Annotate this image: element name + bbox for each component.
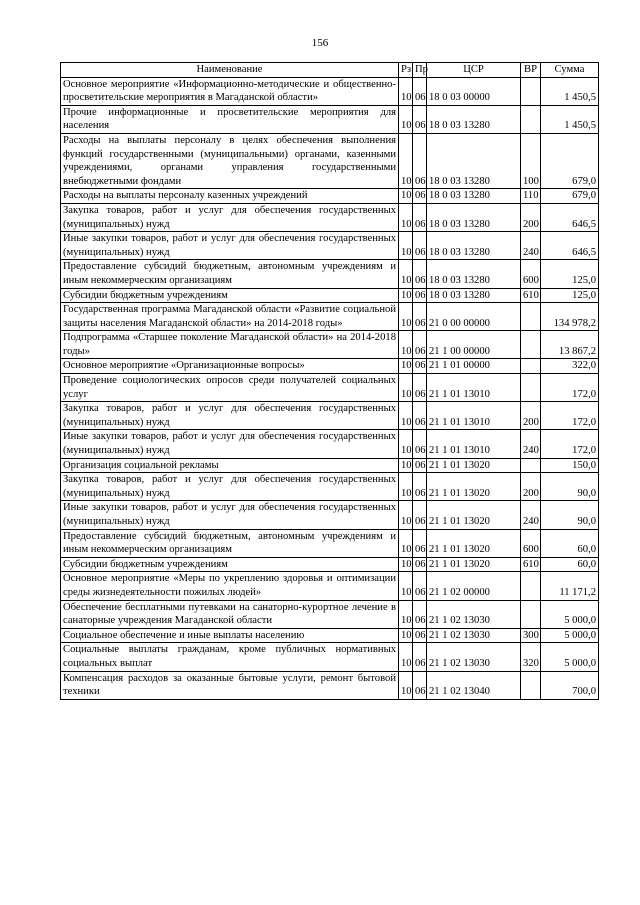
header-vr: ВР	[521, 63, 541, 78]
row-vr: 200	[521, 402, 541, 430]
row-pr: 06	[413, 557, 427, 572]
row-pr: 06	[413, 643, 427, 671]
table-body	[61, 77, 599, 699]
row-sum: 646,5	[541, 203, 599, 231]
row-sum: 125,0	[541, 260, 599, 288]
row-pr: 06	[413, 203, 427, 231]
row-rz: 10	[399, 473, 413, 501]
row-sum: 11 171,2	[541, 572, 599, 600]
row-rz: 10	[399, 203, 413, 231]
row-pr: 06	[413, 232, 427, 260]
row-pr: 06	[413, 628, 427, 643]
row-name: Социальное обеспечение и иные выплаты населению	[61, 628, 399, 643]
row-csr: 21 1 02 00000	[427, 572, 521, 600]
budget-table	[60, 62, 599, 700]
row-csr: 18 0 03 13280	[427, 203, 521, 231]
row-pr: 06	[413, 331, 427, 359]
row-csr: 21 1 00 00000	[427, 331, 521, 359]
row-csr: 21 1 01 13020	[427, 473, 521, 501]
table-row	[61, 303, 599, 331]
row-sum: 172,0	[541, 374, 599, 402]
row-vr	[521, 331, 541, 359]
row-pr: 06	[413, 303, 427, 331]
row-vr	[521, 458, 541, 473]
row-csr: 21 1 02 13030	[427, 600, 521, 628]
row-name: Иные закупки товаров, работ и услуг для обеспечения государственных (муниципальных) нужд	[61, 430, 399, 458]
row-csr: 21 1 01 13020	[427, 501, 521, 529]
row-rz: 10	[399, 133, 413, 188]
row-rz: 10	[399, 671, 413, 699]
row-csr: 21 1 02 13030	[427, 628, 521, 643]
row-vr: 240	[521, 430, 541, 458]
table-row	[61, 374, 599, 402]
table-row	[61, 288, 599, 303]
row-vr: 600	[521, 260, 541, 288]
page-number: 156	[311, 37, 329, 49]
row-name: Организация социальной рекламы	[61, 458, 399, 473]
row-sum: 1 450,5	[541, 105, 599, 133]
row-sum: 700,0	[541, 671, 599, 699]
row-name: Иные закупки товаров, работ и услуг для обеспечения государственных (муниципальных) нужд	[61, 232, 399, 260]
header-csr: ЦСР	[427, 63, 521, 78]
row-name: Субсидии бюджетным учреждениям	[61, 288, 399, 303]
row-name: Закупка товаров, работ и услуг для обеспечения государственных (муниципальных) нужд	[61, 473, 399, 501]
row-pr: 06	[413, 600, 427, 628]
row-vr: 100	[521, 133, 541, 188]
row-pr: 06	[413, 430, 427, 458]
row-rz: 10	[399, 643, 413, 671]
row-vr: 320	[521, 643, 541, 671]
row-vr: 300	[521, 628, 541, 643]
row-rz: 10	[399, 232, 413, 260]
row-pr: 06	[413, 77, 427, 105]
row-vr	[521, 77, 541, 105]
row-pr: 06	[413, 671, 427, 699]
table-row	[61, 572, 599, 600]
row-name: Подпрограмма «Старшее поколение Магаданской области» на 2014-2018 годы»	[61, 331, 399, 359]
row-pr: 06	[413, 133, 427, 188]
row-vr: 610	[521, 557, 541, 572]
table-row	[61, 671, 599, 699]
row-sum: 322,0	[541, 359, 599, 374]
row-name: Прочие информационные и просветительские мероприятия для населения	[61, 105, 399, 133]
row-sum: 60,0	[541, 529, 599, 557]
row-rz: 10	[399, 359, 413, 374]
table-row	[61, 557, 599, 572]
table-row	[61, 260, 599, 288]
table-row	[61, 331, 599, 359]
row-rz: 10	[399, 529, 413, 557]
row-sum: 5 000,0	[541, 600, 599, 628]
row-vr	[521, 105, 541, 133]
row-pr: 06	[413, 359, 427, 374]
header-pr: Пр	[413, 63, 427, 78]
row-name: Закупка товаров, работ и услуг для обеспечения государственных (муниципальных) нужд	[61, 402, 399, 430]
table-row	[61, 643, 599, 671]
row-sum: 172,0	[541, 430, 599, 458]
row-sum: 13 867,2	[541, 331, 599, 359]
row-csr: 21 1 01 13020	[427, 557, 521, 572]
row-vr	[521, 600, 541, 628]
row-rz: 10	[399, 105, 413, 133]
row-pr: 06	[413, 473, 427, 501]
row-csr: 18 0 03 13280	[427, 288, 521, 303]
row-vr: 240	[521, 232, 541, 260]
row-rz: 10	[399, 189, 413, 204]
row-csr: 21 1 01 13010	[427, 430, 521, 458]
table-row	[61, 501, 599, 529]
row-vr	[521, 359, 541, 374]
header-sum: Сумма	[541, 63, 599, 78]
row-csr: 21 1 01 00000	[427, 359, 521, 374]
header-rz: Рз	[399, 63, 413, 78]
row-pr: 06	[413, 529, 427, 557]
row-csr: 18 0 03 13280	[427, 105, 521, 133]
table-row	[61, 105, 599, 133]
row-csr: 18 0 03 13280	[427, 133, 521, 188]
table-row	[61, 232, 599, 260]
row-csr: 21 1 01 13010	[427, 374, 521, 402]
row-name: Компенсация расходов за оказанные бытовые услуги, ремонт бытовой техники	[61, 671, 399, 699]
row-rz: 10	[399, 374, 413, 402]
row-pr: 06	[413, 572, 427, 600]
row-csr: 21 1 01 13020	[427, 529, 521, 557]
row-csr: 21 1 01 13020	[427, 458, 521, 473]
table-row	[61, 458, 599, 473]
table-row	[61, 203, 599, 231]
table-row	[61, 529, 599, 557]
row-name: Субсидии бюджетным учреждениям	[61, 557, 399, 572]
row-sum: 5 000,0	[541, 628, 599, 643]
table-row	[61, 430, 599, 458]
row-name: Основное мероприятие «Организационные вопросы»	[61, 359, 399, 374]
row-rz: 10	[399, 501, 413, 529]
row-name: Обеспечение бесплатными путевками на санаторно-курортное лечение в санаторные учреждения Магаданской области	[61, 600, 399, 628]
row-vr: 600	[521, 529, 541, 557]
row-sum: 172,0	[541, 402, 599, 430]
row-rz: 10	[399, 402, 413, 430]
row-vr: 200	[521, 473, 541, 501]
row-vr	[521, 303, 541, 331]
row-sum: 5 000,0	[541, 643, 599, 671]
table-row	[61, 628, 599, 643]
table-row	[61, 359, 599, 374]
row-vr	[521, 374, 541, 402]
row-rz: 10	[399, 260, 413, 288]
row-vr: 240	[521, 501, 541, 529]
row-csr: 18 0 03 00000	[427, 77, 521, 105]
row-sum: 60,0	[541, 557, 599, 572]
row-csr: 21 0 00 00000	[427, 303, 521, 331]
table-row	[61, 402, 599, 430]
row-csr: 21 1 02 13030	[427, 643, 521, 671]
row-name: Иные закупки товаров, работ и услуг для обеспечения государственных (муниципальных) нужд	[61, 501, 399, 529]
row-rz: 10	[399, 458, 413, 473]
row-pr: 06	[413, 189, 427, 204]
table-row	[61, 189, 599, 204]
row-rz: 10	[399, 288, 413, 303]
row-pr: 06	[413, 458, 427, 473]
row-vr	[521, 671, 541, 699]
row-rz: 10	[399, 430, 413, 458]
row-sum: 679,0	[541, 189, 599, 204]
row-pr: 06	[413, 374, 427, 402]
row-pr: 06	[413, 501, 427, 529]
row-rz: 10	[399, 77, 413, 105]
row-name: Основное мероприятие «Меры по укреплению здоровья и оптимизации среды жизнедеятельности пожилых людей»	[61, 572, 399, 600]
row-pr: 06	[413, 402, 427, 430]
row-sum: 90,0	[541, 501, 599, 529]
row-rz: 10	[399, 572, 413, 600]
row-csr: 21 1 01 13010	[427, 402, 521, 430]
row-pr: 06	[413, 260, 427, 288]
row-name: Социальные выплаты гражданам, кроме публичных нормативных социальных выплат	[61, 643, 399, 671]
row-rz: 10	[399, 303, 413, 331]
row-sum: 646,5	[541, 232, 599, 260]
row-name: Предоставление субсидий бюджетным, автономным учреждениям и иным некоммерческим организациям	[61, 529, 399, 557]
row-rz: 10	[399, 600, 413, 628]
row-pr: 06	[413, 288, 427, 303]
table-row	[61, 473, 599, 501]
header-name: Наименование	[61, 63, 399, 78]
row-name: Расходы на выплаты персоналу казенных учреждений	[61, 189, 399, 204]
row-name: Расходы на выплаты персоналу в целях обеспечения выполнения функций государственными (муниципальными) органами, казенными учреждениями, органами управления государственными внебюджетными фондами	[61, 133, 399, 188]
row-sum: 134 978,2	[541, 303, 599, 331]
table-row	[61, 77, 599, 105]
row-vr: 610	[521, 288, 541, 303]
table-row	[61, 600, 599, 628]
row-csr: 18 0 03 13280	[427, 189, 521, 204]
row-vr: 200	[521, 203, 541, 231]
row-csr: 21 1 02 13040	[427, 671, 521, 699]
row-sum: 679,0	[541, 133, 599, 188]
row-rz: 10	[399, 628, 413, 643]
row-rz: 10	[399, 331, 413, 359]
row-rz: 10	[399, 557, 413, 572]
row-name: Предоставление субсидий бюджетным, автономным учреждениям и иным некоммерческим организациям	[61, 260, 399, 288]
table-row	[61, 133, 599, 188]
row-name: Основное мероприятие «Информационно-методические и общественно-просветительские мероприятия в Магаданской области»	[61, 77, 399, 105]
row-vr: 110	[521, 189, 541, 204]
row-csr: 18 0 03 13280	[427, 260, 521, 288]
row-vr	[521, 572, 541, 600]
row-sum: 125,0	[541, 288, 599, 303]
table-header-row	[61, 63, 599, 78]
row-pr: 06	[413, 105, 427, 133]
row-sum: 90,0	[541, 473, 599, 501]
row-csr: 18 0 03 13280	[427, 232, 521, 260]
row-name: Проведение социологических опросов среди получателей социальных услуг	[61, 374, 399, 402]
row-name: Государственная программа Магаданской области «Развитие социальной защиты населения Магаданской области» на 2014-2018 годы»	[61, 303, 399, 331]
row-name: Закупка товаров, работ и услуг для обеспечения государственных (муниципальных) нужд	[61, 203, 399, 231]
row-sum: 1 450,5	[541, 77, 599, 105]
row-sum: 150,0	[541, 458, 599, 473]
